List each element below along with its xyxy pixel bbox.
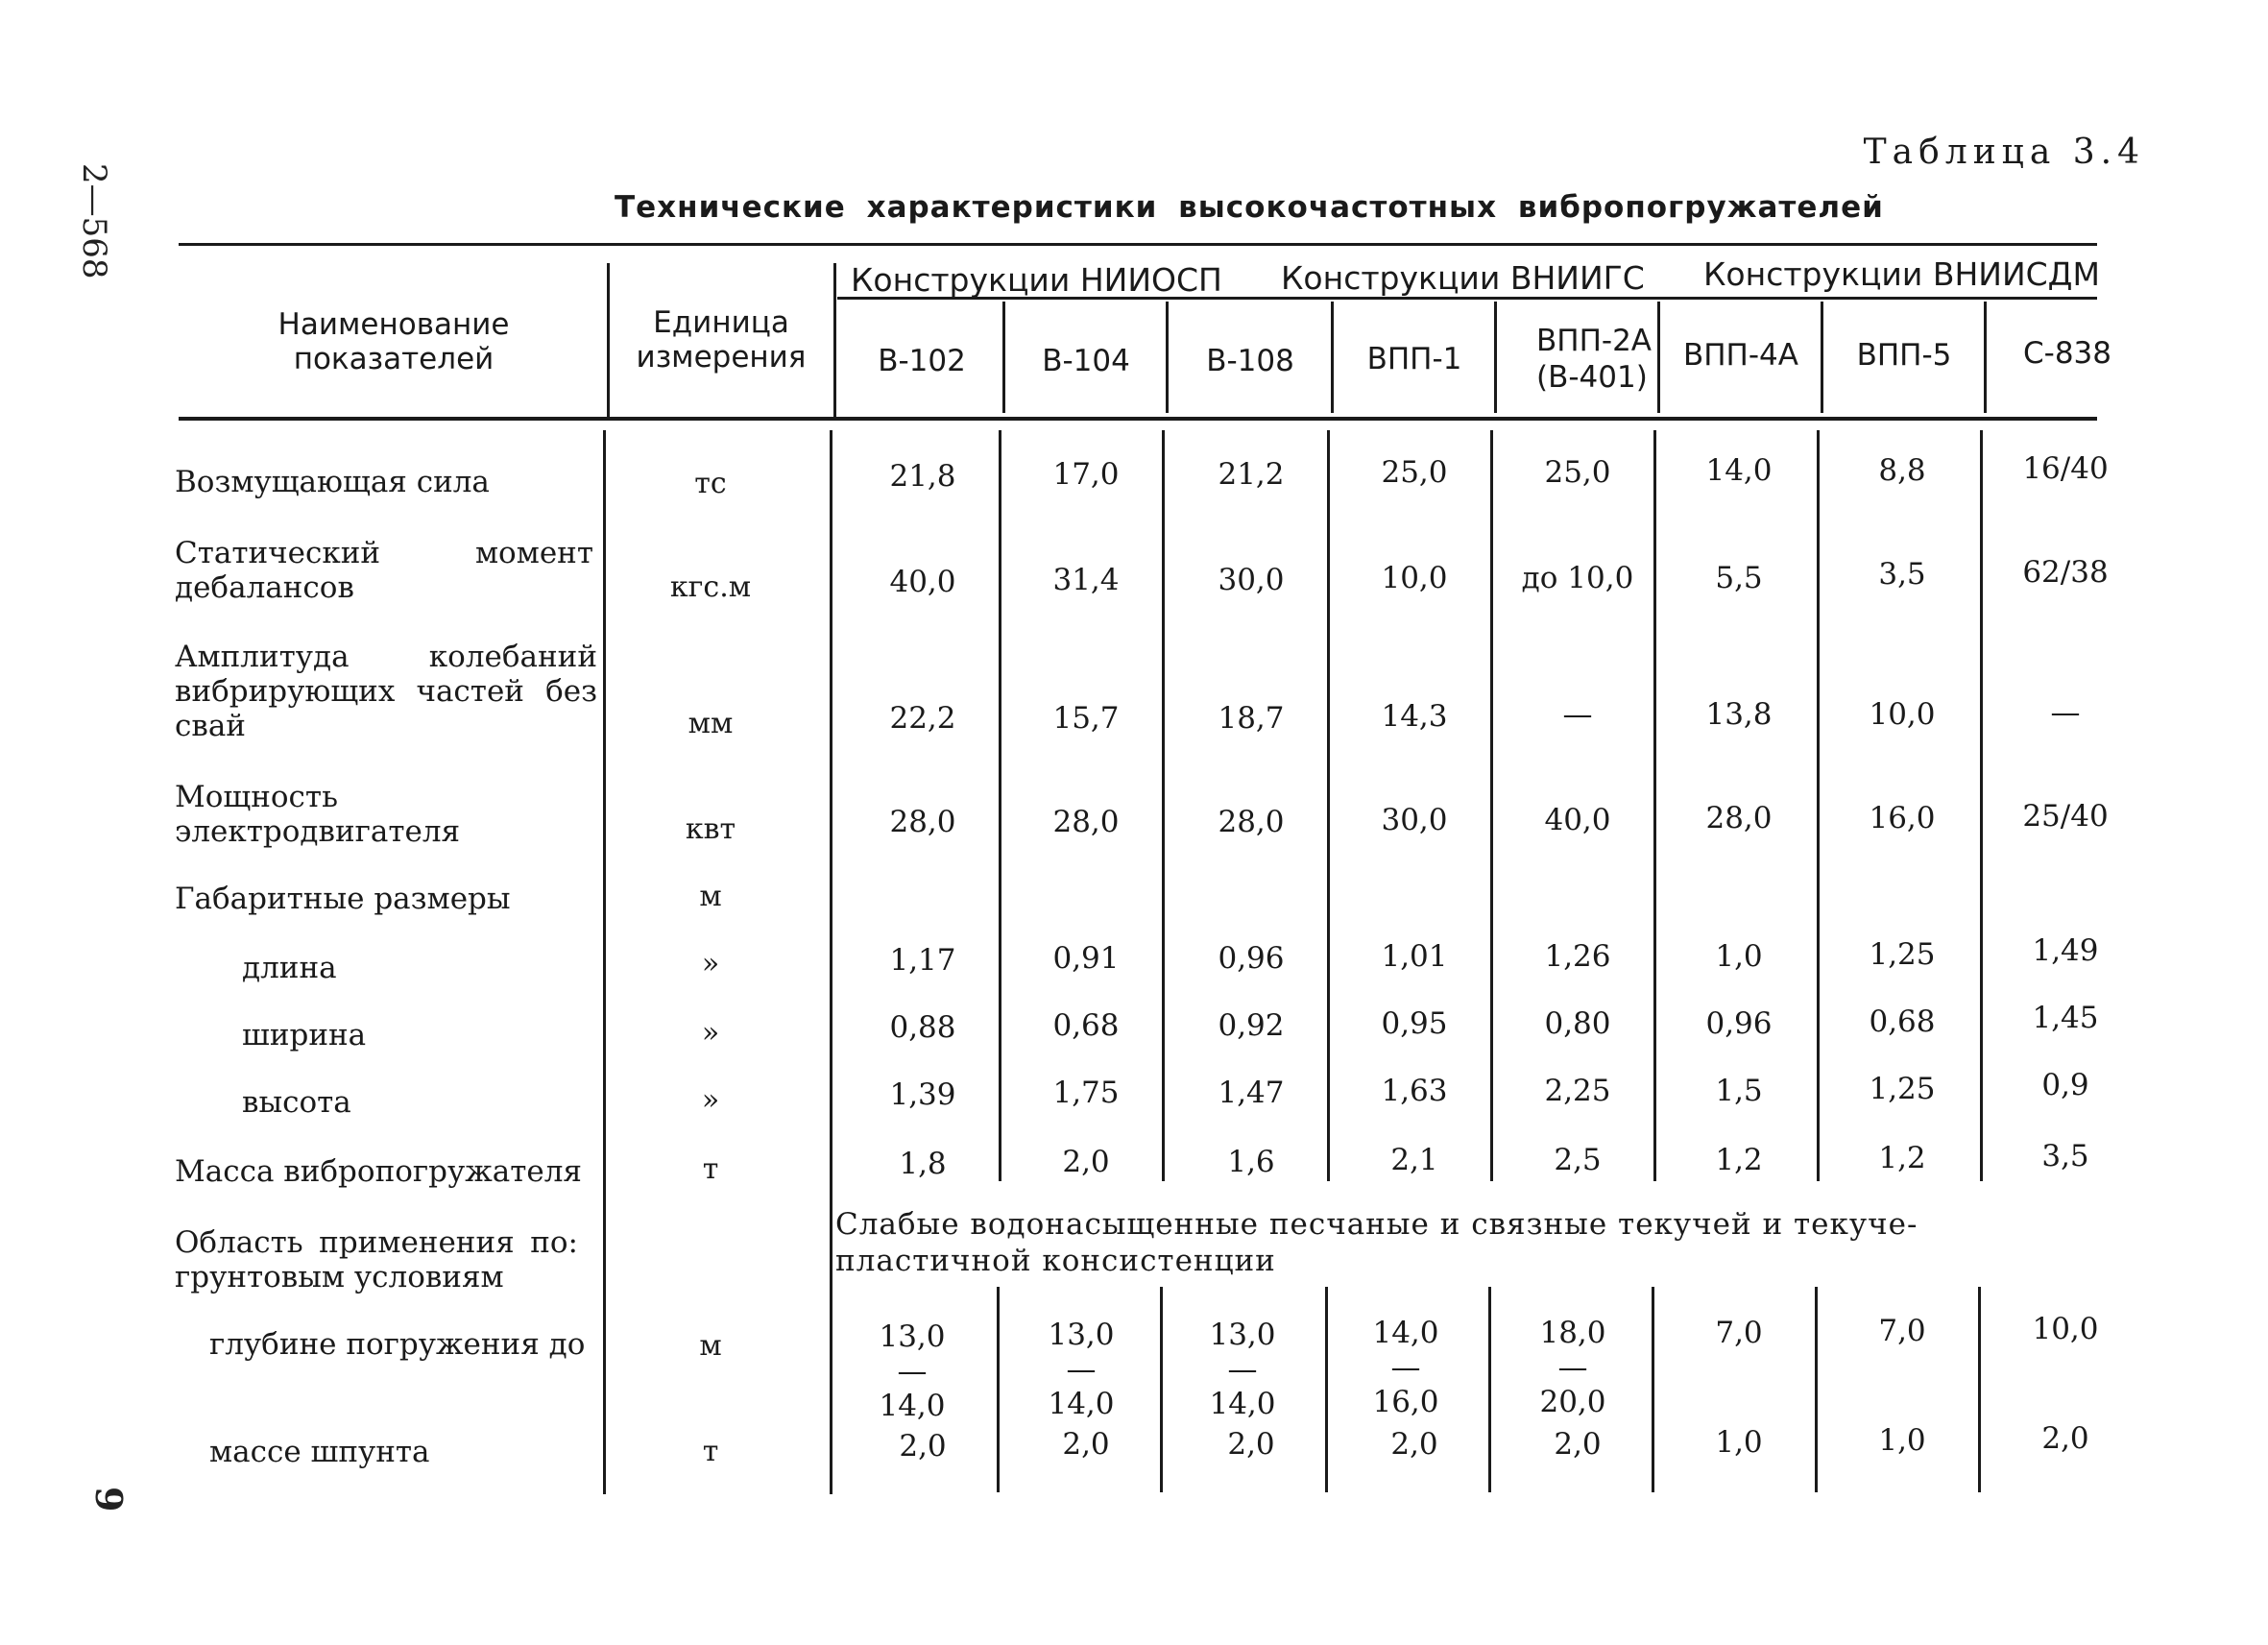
row-unit: м — [699, 1329, 722, 1363]
model-header: В-102 — [878, 344, 966, 378]
row-unit: т — [702, 1152, 719, 1186]
value-cell: 1,63 — [1381, 1074, 1448, 1108]
value-cell: 1,6 — [1227, 1145, 1275, 1179]
row-name: массе шпунта — [209, 1435, 430, 1469]
value-cell: 0,68 — [1869, 1004, 1936, 1039]
soil-conditions-note: Слабые водонасыщенные песчаные и связные текучей и текуче-пластичной консистенции — [835, 1207, 1918, 1278]
value-cell: 1,39 — [889, 1077, 956, 1112]
model-header: С-838 — [2022, 336, 2111, 371]
row-name: Масса вибропогружателя — [175, 1154, 582, 1189]
value-cell: 1,26 — [1544, 939, 1611, 974]
value-cell: 7,0 — [1715, 1316, 1763, 1350]
value-cell: 10,0 — [1381, 561, 1448, 595]
top-rule — [179, 243, 2097, 246]
value-cell: 10,0 — [2032, 1312, 2099, 1346]
value-cell: 0,96 — [1218, 941, 1285, 976]
value-cell: 14,0 — [1705, 453, 1773, 488]
value-cell: 28,0 — [1705, 801, 1773, 835]
value-cell: 10,0 — [1869, 697, 1936, 732]
row-name: ширина — [242, 1018, 367, 1052]
value-cell: 1,49 — [2032, 933, 2099, 968]
group-niiosp: Конструкции НИИОСП — [851, 261, 1222, 299]
value-cell: 28,0 — [1052, 805, 1120, 839]
value-cell: 14,3 — [1381, 699, 1448, 734]
body-vline — [830, 430, 832, 1494]
value-cell: 62/38 — [2022, 555, 2109, 590]
row-unit: » — [701, 947, 720, 980]
row-unit: мм — [688, 707, 734, 740]
value-cell: 3,5 — [1878, 557, 1926, 592]
row-unit: » — [701, 1016, 720, 1050]
value-cell: 22,2 — [889, 701, 956, 736]
value-cell: 13,0—14,0 — [879, 1319, 946, 1423]
group-vniigs: Конструкции ВНИИГС — [1281, 259, 1645, 297]
row-unit: квт — [685, 812, 736, 846]
value-cell: 16,0 — [1869, 801, 1936, 835]
table-title: Технические характеристики высокочастотных вибропогружателей — [615, 190, 1884, 225]
value-cell: 15,7 — [1052, 701, 1120, 736]
value-cell: 31,4 — [1052, 563, 1120, 597]
row-unit: т — [702, 1435, 719, 1468]
model-header: ВПП-5 — [1856, 338, 1952, 373]
value-cell: 21,2 — [1218, 457, 1285, 492]
model-header: В-104 — [1042, 344, 1130, 378]
value-cell: 30,0 — [1381, 803, 1448, 837]
value-cell: 1,25 — [1869, 937, 1936, 972]
value-cell: 2,25 — [1544, 1074, 1611, 1108]
value-cell: 18,0—20,0 — [1539, 1316, 1606, 1419]
value-cell: 1,25 — [1869, 1072, 1936, 1106]
value-cell: 1,01 — [1381, 939, 1448, 974]
value-cell: 2,0 — [1390, 1427, 1438, 1462]
value-cell: 18,7 — [1218, 701, 1285, 736]
value-cell: 30,0 — [1218, 563, 1285, 597]
value-cell: 13,8 — [1705, 697, 1773, 732]
header-unit-column: Единица измерения — [636, 305, 807, 375]
row-name: Мощность электродвигателя — [175, 780, 461, 849]
row-name: Возмущающая сила — [175, 465, 490, 499]
value-cell: 0,92 — [1218, 1008, 1285, 1043]
value-cell: — — [1562, 697, 1593, 732]
value-cell: 2,0 — [1062, 1427, 1110, 1462]
value-cell: 0,91 — [1052, 941, 1120, 976]
value-cell: 2,0 — [1554, 1427, 1602, 1462]
value-cell: 1,75 — [1052, 1076, 1120, 1110]
row-name: Статический момент дебалансов — [175, 536, 593, 605]
row-unit: м — [699, 880, 722, 913]
header-vline — [607, 263, 610, 417]
value-cell: 28,0 — [889, 805, 956, 839]
value-cell: 40,0 — [1544, 803, 1611, 837]
row-name: Амплитуда колебаний вибрирующих частей без свай — [175, 640, 597, 743]
value-cell: 1,5 — [1715, 1074, 1763, 1108]
value-cell: 13,0—14,0 — [1048, 1318, 1115, 1421]
value-cell: 25,0 — [1544, 455, 1611, 490]
value-cell: 3,5 — [2041, 1139, 2089, 1173]
value-cell: 1,8 — [899, 1147, 947, 1181]
model-header: В-108 — [1206, 344, 1294, 378]
value-cell: 1,0 — [1715, 1425, 1763, 1460]
value-cell: 1,0 — [1715, 939, 1763, 974]
model-header: ВПП-1 — [1366, 342, 1462, 376]
value-cell: 21,8 — [889, 459, 956, 494]
margin-code: 2—568 — [75, 163, 113, 279]
group-vniisdm: Конструкции ВНИИСДМ — [1703, 255, 2100, 293]
value-cell: 2,0 — [2041, 1421, 2089, 1456]
value-cell: 0,96 — [1705, 1006, 1773, 1041]
header-bottom-rule — [179, 417, 2097, 421]
value-cell: 1,45 — [2032, 1001, 2099, 1035]
row-name: Область применения по: грунтовым условиям — [175, 1225, 578, 1294]
header-name-column: Наименование показателей — [277, 307, 510, 376]
header-vline — [833, 263, 836, 417]
value-cell: 16/40 — [2022, 451, 2109, 486]
value-cell: 1,47 — [1218, 1076, 1285, 1110]
model-header: ВПП-4А — [1682, 338, 1798, 373]
value-cell: — — [2050, 695, 2081, 730]
value-cell: 2,1 — [1390, 1143, 1438, 1177]
value-cell: 25/40 — [2022, 799, 2109, 834]
value-cell: 2,0 — [899, 1429, 947, 1464]
value-cell: 0,80 — [1544, 1006, 1611, 1041]
value-cell: 5,5 — [1715, 561, 1763, 595]
value-cell: 2,0 — [1227, 1427, 1275, 1462]
value-cell: 7,0 — [1878, 1314, 1926, 1348]
row-name: Габаритные размеры — [175, 882, 511, 916]
value-cell: 1,2 — [1878, 1141, 1926, 1175]
value-cell: 28,0 — [1218, 805, 1285, 839]
value-cell: 0,9 — [2041, 1068, 2089, 1102]
value-cell: 1,2 — [1715, 1143, 1763, 1177]
value-cell: 0,88 — [889, 1010, 956, 1045]
value-cell: до 10,0 — [1521, 561, 1634, 595]
row-unit: тс — [694, 467, 727, 500]
value-cell: 17,0 — [1052, 457, 1120, 492]
row-name: высота — [242, 1085, 351, 1120]
value-cell: 2,0 — [1062, 1145, 1110, 1179]
value-cell: 14,0—16,0 — [1372, 1316, 1439, 1419]
row-name: длина — [242, 951, 337, 985]
row-name: глубине погружения до — [209, 1327, 586, 1362]
model-header: ВПП-2А (В-401) — [1536, 324, 1653, 395]
value-cell: 2,5 — [1554, 1143, 1602, 1177]
table-label: Таблица 3.4 — [1863, 133, 2145, 172]
value-cell: 0,95 — [1381, 1006, 1448, 1041]
value-cell: 8,8 — [1878, 453, 1926, 488]
value-cell: 0,68 — [1052, 1008, 1120, 1043]
value-cell: 40,0 — [889, 565, 956, 599]
value-cell: 13,0—14,0 — [1209, 1318, 1276, 1421]
row-unit: кгс.м — [669, 570, 752, 604]
value-cell: 1,0 — [1878, 1423, 1926, 1458]
page-number: 9 — [87, 1487, 131, 1512]
value-cell: 1,17 — [889, 943, 956, 978]
value-cell: 25,0 — [1381, 455, 1448, 490]
row-unit: » — [701, 1083, 720, 1117]
